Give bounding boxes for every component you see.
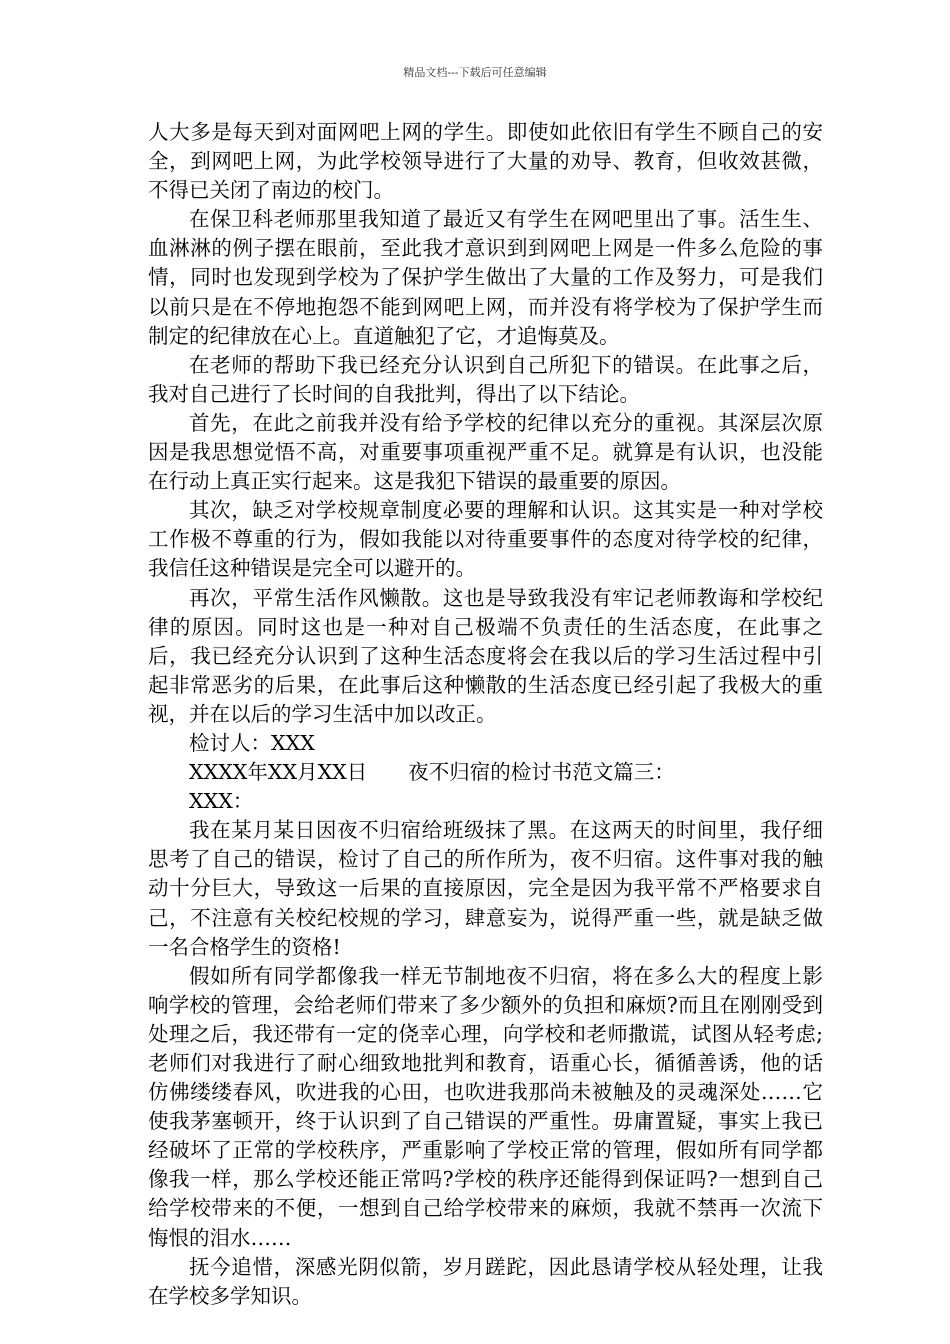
signature-line: 检讨人：XXX [189, 730, 315, 755]
paragraph-continuation: 人大多是每天到对面网吧上网的学生。即使如此依旧有学生不顾自己的安全，到网吧上网，为此学校领导进行了大量的劝导、教育，但收效甚微，不得已关闭了南边的校门。 [148, 120, 823, 203]
paragraph-consequences: 假如所有同学都像我一样无节制地夜不归宿，将在多么大的程度上影响学校的管理，会给老师们带来了多少额外的负担和麻烦?而且在刚刚受到处理之后，我还带有一定的侥幸心理，向学校和老师撒谎，试图从轻考虑;老师们对我进行了耐心细致地批判和教育，语重心长，循循善诱，他的话仿佛缕缕春风，吹进我的心田，也吹进我那尚未被触及的灵魂深处……它使我茅塞顿开，终于认识到了自己错误的严重性。毋庸置疑，事实上我已经破坏了正常的学校秩序，严重影响了学校正常的管理，假如所有同学都像我一样，那么学校还能正常吗?学校的秩序还能得到保证吗?一想到自己给学校带来的不便，一想到自己给学校带来的麻烦，我就不禁再一次流下悔恨的泪水…… [148, 963, 823, 1250]
date-and-section-title: XXXX年XX月XX日 夜不归宿的检讨书范文篇三： [189, 760, 675, 785]
paragraph-self-criticism: 在老师的帮助下我已经充分认识到自己所犯下的错误。在此事之后，我对自己进行了长时间的自我批判，得出了以下结论。 [148, 352, 823, 406]
salutation: XXX： [189, 789, 254, 814]
paragraph-security-office: 在保卫科老师那里我知道了最近又有学生在网吧里出了事。活生生、血淋淋的例子摆在眼前，至此我才意识到到网吧上网是一件多么危险的事情，同时也发现到学校为了保护学生做出了大量的工作及努力，可是我们以前只是在不停地抱怨不能到网吧上网，而并没有将学校为了保护学生而制定的纪律放在心上。直道触犯了它，才追悔莫及。 [148, 207, 823, 348]
paragraph-first-reason: 首先，在此之前我并没有给予学校的纪律以充分的重视。其深层次原因是我思想觉悟不高，对重要事项重视严重不足。就算是有认识，也没能在行动上真正实行起来。这是我犯下错误的最重要的原因。 [148, 410, 823, 494]
document-body [148, 118, 823, 1311]
page-header: 精品文档---下载后可任意编辑 [403, 66, 547, 79]
paragraph-second-reason: 其次，缺乏对学校规章制度必要的理解和认识。这其实是一种对学校工作极不尊重的行为，假如我能以对待重要事件的态度对待学校的纪律，我信任这种错误是完全可以避开的。 [148, 498, 823, 581]
paragraph-closing-request: 抚今追惜，深感光阴似箭，岁月蹉跎，因此恳请学校从轻处理，让我在学校多学知识。 [148, 1254, 823, 1308]
paragraph-incident: 我在某月某日因夜不归宿给班级抹了黑。在这两天的时间里，我仔细思考了自己的错误，检讨了自己的所作所为，夜不归宿。这件事对我的触动十分巨大，导致这一后果的直接原因，完全是因为我平常不严格要求自己，不注意有关校纪校规的学习，肆意妄为，说得严重一些，就是缺乏做一名合格学生的资格! [148, 818, 823, 959]
paragraph-third-reason: 再次，平常生活作风懒散。这也是导致我没有牢记老师教诲和学校纪律的原因。同时这也是一种对自己极端不负责任的生活态度，在此事之后，我已经充分认识到了这种生活态度将会在我以后的学习生活过程中引起非常恶劣的后果，在此事后这种懒散的生活态度已经引起了我极大的重视，并在以后的学习生活中加以改正。 [148, 585, 823, 726]
